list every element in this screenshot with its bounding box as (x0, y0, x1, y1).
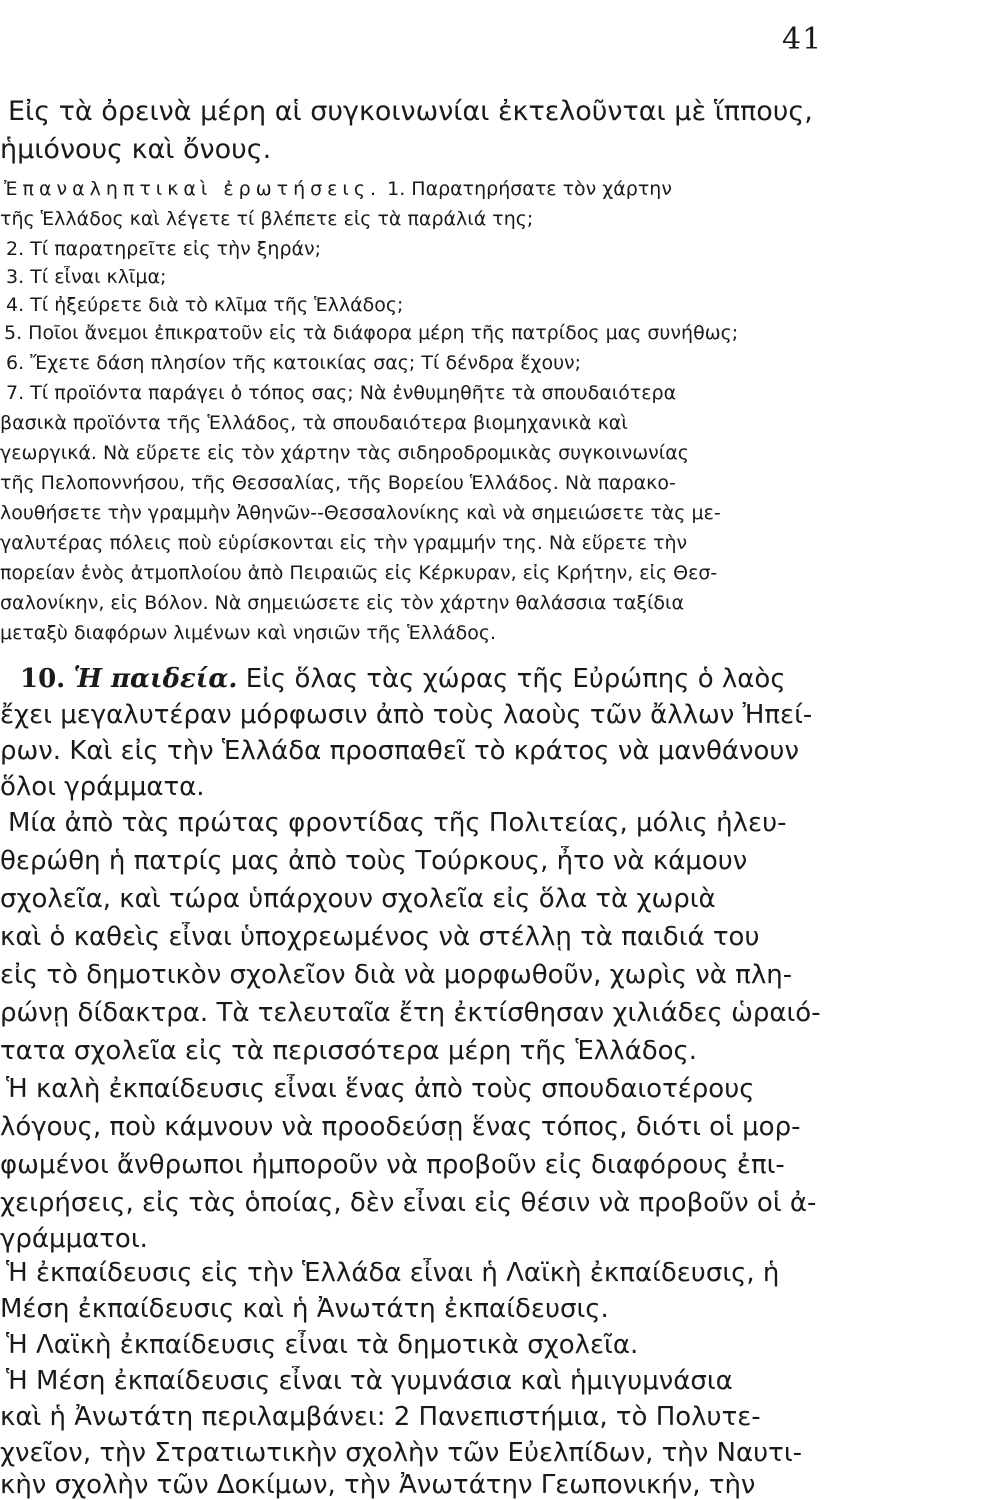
section-text-line: κὴν σχολὴν τῶν Δοκίμων, τὴν Ἀνωτάτην Γεωπονικήν, τὴν (0, 1470, 756, 1500)
section-text: Εἰς ὅλας τὰς χώρας τῆς Εὐρώπης ὁ λαὸς (245, 664, 786, 694)
review-question-text: 1. Παρατηρήσατε τὸν χάρτην (387, 178, 672, 200)
review-question-line: 7. Τί προϊόντα παράγει ὁ τόπος σας; Νὰ ἐνθυμηθῆτε τὰ σπουδαιότερα (6, 382, 677, 404)
review-question-line: βασικὰ προϊόντα τῆς Ἑλλάδος, τὰ σπουδαιότερα βιομηχανικὰ καὶ (0, 412, 628, 434)
section-text-line: καὶ ὁ καθεὶς εἶναι ὑποχρεωμένος νὰ στέλλῃ τὰ παιδιά του (0, 922, 760, 952)
review-question-line: γαλυτέρας πόλεις ποὺ εὑρίσκονται εἰς τὴν γραμμήν της. Νὰ εὕρετε τὴν (0, 532, 688, 554)
review-question-line: 6. Ἔχετε δάση πλησίον τῆς κατοικίας σας; Τί δένδρα ἔχουν; (6, 352, 582, 374)
review-questions-heading: Ἐπαναληπτικαὶ ἐρωτήσεις. (4, 178, 382, 200)
section-text-line: λόγους, ποὺ κάμνουν νὰ προοδεύσῃ ἕνας τόπος, διότι οἱ μορ- (0, 1112, 801, 1142)
section-title: Ἡ παιδεία. (73, 664, 238, 694)
section-text-line: Μέση ἐκπαίδευσις καὶ ἡ Ἀνωτάτη ἐκπαίδευσις. (0, 1294, 609, 1324)
section-text-line: ρώνῃ δίδακτρα. Τὰ τελευταῖα ἔτη ἐκτίσθησαν χιλιάδες ὡραιό- (0, 998, 821, 1028)
review-question-line: 3. Τί εἶναι κλῖμα; (6, 266, 167, 288)
section-text-line: Μία ἀπὸ τὰς πρώτας φροντίδας τῆς Πολιτείας, μόλις ἠλευ- (8, 808, 787, 838)
section-number: 10. (20, 664, 66, 694)
review-question-line: τῆς Ἑλλάδος καὶ λέγετε τί βλέπετε εἰς τὰ παράλιά της; (0, 208, 534, 230)
section-text-line: Ἡ Μέση ἐκπαίδευσις εἶναι τὰ γυμνάσια καὶ ἡμιγυμνάσια (6, 1366, 733, 1396)
review-question-line: γεωργικά. Νὰ εὕρετε εἰς τὸν χάρτην τὰς σιδηροδρομικὰς συγκοινωνίας (0, 442, 689, 464)
review-questions-first-line (4, 178, 984, 200)
text-line: Εἰς τὰ ὀρεινὰ μέρη αἱ συγκοινωνίαι ἐκτελοῦνται μὲ ἵππους, (8, 96, 813, 127)
review-question-line: τῆς Πελοποννήσου, τῆς Θεσσαλίας, τῆς Βορείου Ἑλλάδος. Νὰ παρακο- (0, 472, 676, 494)
section-text-line: θερώθη ἡ πατρίς μας ἀπὸ τοὺς Τούρκους, ἦτο νὰ κάμουν (0, 846, 748, 876)
section-text-line: γράμματοι. (0, 1224, 148, 1254)
review-question-line: πορείαν ἑνὸς ἀτμοπλοίου ἀπὸ Πειραιῶς εἰς Κέρκυραν, εἰς Κρήτην, εἰς Θεσ- (0, 562, 718, 584)
text-line: ἡμιόνους καὶ ὄνους. (0, 134, 272, 165)
review-question-line: 4. Τί ἠξεύρετε διὰ τὸ κλῖμα τῆς Ἑλλάδος; (6, 294, 404, 316)
section-text-line: Ἡ καλὴ ἐκπαίδευσις εἶναι ἕνας ἀπὸ τοὺς σπουδαιοτέρους (6, 1074, 755, 1104)
review-question-line: λουθήσετε τὴν γραμμὴν Ἀθηνῶν--Θεσσαλονίκης καὶ νὰ σημειώσετε τὰς με- (0, 502, 721, 524)
review-question-line: μεταξὺ διαφόρων λιμένων καὶ νησιῶν τῆς Ἑλλάδος. (0, 622, 497, 644)
section-heading-line (20, 664, 984, 694)
review-question-line: 5. Ποῖοι ἄνεμοι ἐπικρατοῦν εἰς τὰ διάφορα μέρη τῆς πατρίδος μας συνήθως; (4, 322, 739, 344)
section-text-line: εἰς τὸ δημοτικὸν σχολεῖον διὰ νὰ μορφωθοῦν, χωρὶς νὰ πλη- (0, 960, 793, 990)
section-text-line: Ἡ Λαϊκὴ ἐκπαίδευσις εἶναι τὰ δημοτικὰ σχολεῖα. (6, 1330, 639, 1360)
review-question-line: 2. Τί παρατηρεῖτε εἰς τὴν ξηράν; (6, 238, 322, 260)
review-question-line: σαλονίκην, εἰς Βόλον. Νὰ σημειώσετε εἰς τὸν χάρτην θαλάσσια ταξίδια (0, 592, 684, 614)
section-text-line: Ἡ ἐκπαίδευσις εἰς τὴν Ἑλλάδα εἶναι ἡ Λαϊκὴ ἐκπαίδευσις, ἡ (6, 1258, 780, 1288)
section-text-line: σχολεῖα, καὶ τώρα ὑπάρχουν σχολεῖα εἰς ὅλα τὰ χωριὰ (0, 884, 716, 914)
section-text-line: τατα σχολεῖα εἰς τὰ περισσότερα μέρη τῆς Ἑλλάδος. (0, 1036, 698, 1066)
section-text-line: φωμένοι ἄνθρωποι ἠμποροῦν νὰ προβοῦν εἰς διαφόρους ἐπι- (0, 1150, 785, 1180)
section-text-line: χνεῖον, τὴν Στρατιωτικὴν σχολὴν τῶν Εὐελπίδων, τὴν Ναυτι- (0, 1438, 803, 1468)
section-text-line: ρων. Καὶ εἰς τὴν Ἑλλάδα προσπαθεῖ τὸ κράτος νὰ μανθάνουν (0, 736, 799, 766)
section-text-line: καὶ ἡ Ἀνωτάτη περιλαμβάνει: 2 Πανεπιστήμια, τὸ Πολυτε- (0, 1402, 761, 1432)
page-number: 41 (782, 22, 823, 57)
section-text-line: ὅλοι γράμματα. (0, 772, 205, 802)
section-text-line: χειρήσεις, εἰς τὰς ὁποίας, δὲν εἶναι εἰς θέσιν νὰ προβοῦν οἱ ἀ- (0, 1188, 817, 1218)
section-text-line: ἔχει μεγαλυτέραν μόρφωσιν ἀπὸ τοὺς λαοὺς τῶν ἄλλων Ἠπεί- (0, 700, 813, 730)
